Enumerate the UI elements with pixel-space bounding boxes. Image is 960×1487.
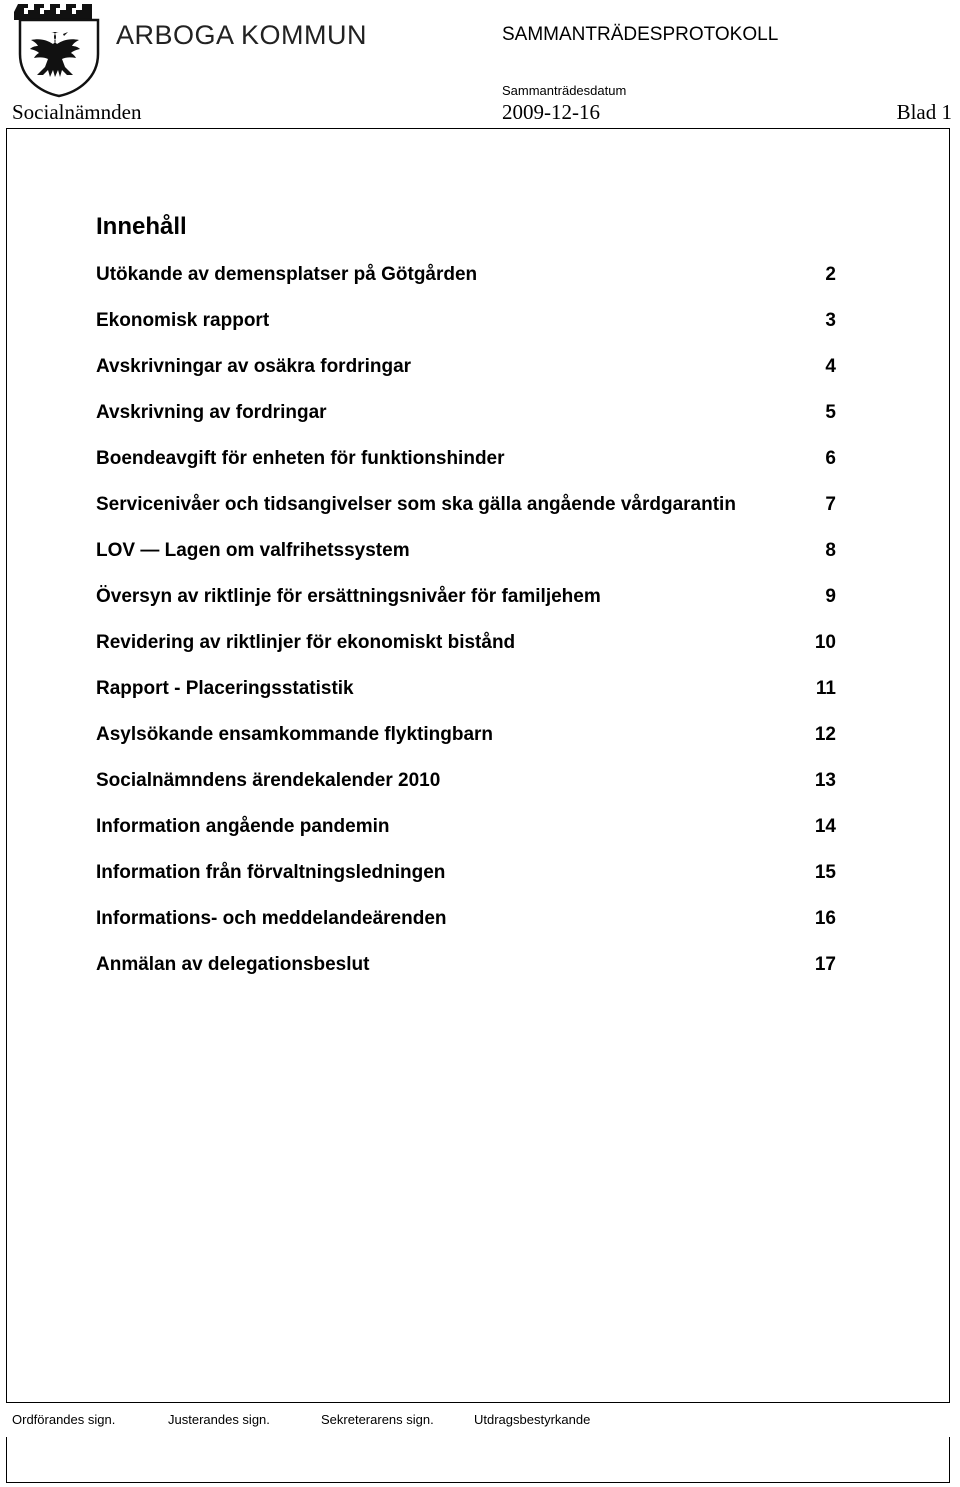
- toc-item-title: Servicenivåer och tidsangivelser som ska gälla angående vårdgarantin: [96, 494, 736, 515]
- meeting-date: 2009-12-16: [502, 100, 600, 124]
- chair-signature-label: Ordförandes sign.: [12, 1412, 116, 1427]
- toc-item-page: 8: [825, 540, 836, 561]
- toc-item-page: 11: [815, 678, 836, 699]
- toc-item-page: 2: [825, 264, 836, 285]
- toc-item: [96, 494, 836, 540]
- toc-item-page: 7: [825, 494, 836, 515]
- table-of-contents: [96, 264, 836, 1000]
- toc-item-page: 5: [825, 402, 836, 423]
- toc-title: Innehåll: [96, 213, 187, 240]
- toc-item-title: Revidering av riktlinjer för ekonomiskt bistånd: [96, 632, 516, 653]
- toc-item: [96, 862, 836, 908]
- toc-item: [96, 678, 836, 724]
- toc-item: [96, 770, 836, 816]
- adjuster-signature-label: Justerandes sign.: [168, 1412, 270, 1427]
- toc-item-page: 4: [825, 356, 836, 377]
- toc-item-page: 13: [814, 770, 836, 791]
- toc-item-title: Avskrivningar av osäkra fordringar: [96, 356, 412, 377]
- meeting-date-label: Sammanträdesdatum: [502, 83, 627, 98]
- logo-text: ARBOGA KOMMUN: [116, 20, 368, 50]
- toc-item-title: Socialnämndens ärendekalender 2010: [96, 770, 441, 791]
- coat-of-arms-icon: [14, 2, 104, 98]
- toc-item: [96, 448, 836, 494]
- page-number: Blad 1: [896, 100, 952, 124]
- toc-item-title: Översyn av riktlinje för ersättningsnivåer för familjehem: [96, 586, 601, 607]
- toc-item-title: LOV — Lagen om valfrihetssystem: [96, 540, 410, 561]
- organization-name: Socialnämnden: [12, 100, 142, 124]
- toc-item-title: Asylsökande ensamkommande flyktingbarn: [96, 724, 494, 745]
- toc-item: [96, 724, 836, 770]
- toc-item-title: Information angående pandemin: [96, 816, 390, 837]
- toc-item: [96, 356, 836, 402]
- toc-item-title: Ekonomisk rapport: [96, 310, 270, 331]
- toc-item: [96, 586, 836, 632]
- toc-item-page: 14: [814, 816, 836, 837]
- toc-item-page: 16: [814, 908, 836, 929]
- toc-item-title: Boendeavgift för enheten för funktionshinder: [96, 448, 505, 469]
- toc-item-page: 12: [814, 724, 836, 745]
- document-type: SAMMANTRÄDESPROTOKOLL: [502, 24, 779, 45]
- secretary-signature-label: Sekreterarens sign.: [321, 1412, 434, 1427]
- toc-item: [96, 402, 836, 448]
- toc-item: [96, 816, 836, 862]
- toc-item-page: 17: [814, 954, 836, 975]
- toc-item: [96, 264, 836, 310]
- toc-item: [96, 310, 836, 356]
- extract-certification-label: Utdragsbestyrkande: [474, 1412, 591, 1427]
- toc-item-title: Utökande av demensplatser på Götgården: [96, 264, 478, 285]
- toc-item-page: 10: [814, 632, 836, 653]
- toc-item-title: Informations- och meddelandeärenden: [96, 908, 447, 929]
- toc-item-page: 9: [825, 586, 836, 607]
- municipality-logo: [14, 2, 374, 98]
- toc-item-page: 6: [825, 448, 836, 469]
- toc-item-title: Information från förvaltningsledningen: [96, 862, 446, 883]
- toc-item-title: Rapport - Placeringsstatistik: [96, 678, 354, 699]
- toc-item: [96, 632, 836, 678]
- toc-item-title: Anmälan av delegationsbeslut: [96, 954, 370, 975]
- toc-item-page: 15: [814, 862, 836, 883]
- toc-item-page: 3: [825, 310, 836, 331]
- signature-frame: [6, 1437, 950, 1483]
- toc-item: [96, 540, 836, 586]
- toc-item: [96, 954, 836, 1000]
- toc-item-title: Avskrivning av fordringar: [96, 402, 327, 423]
- toc-item: [96, 908, 836, 954]
